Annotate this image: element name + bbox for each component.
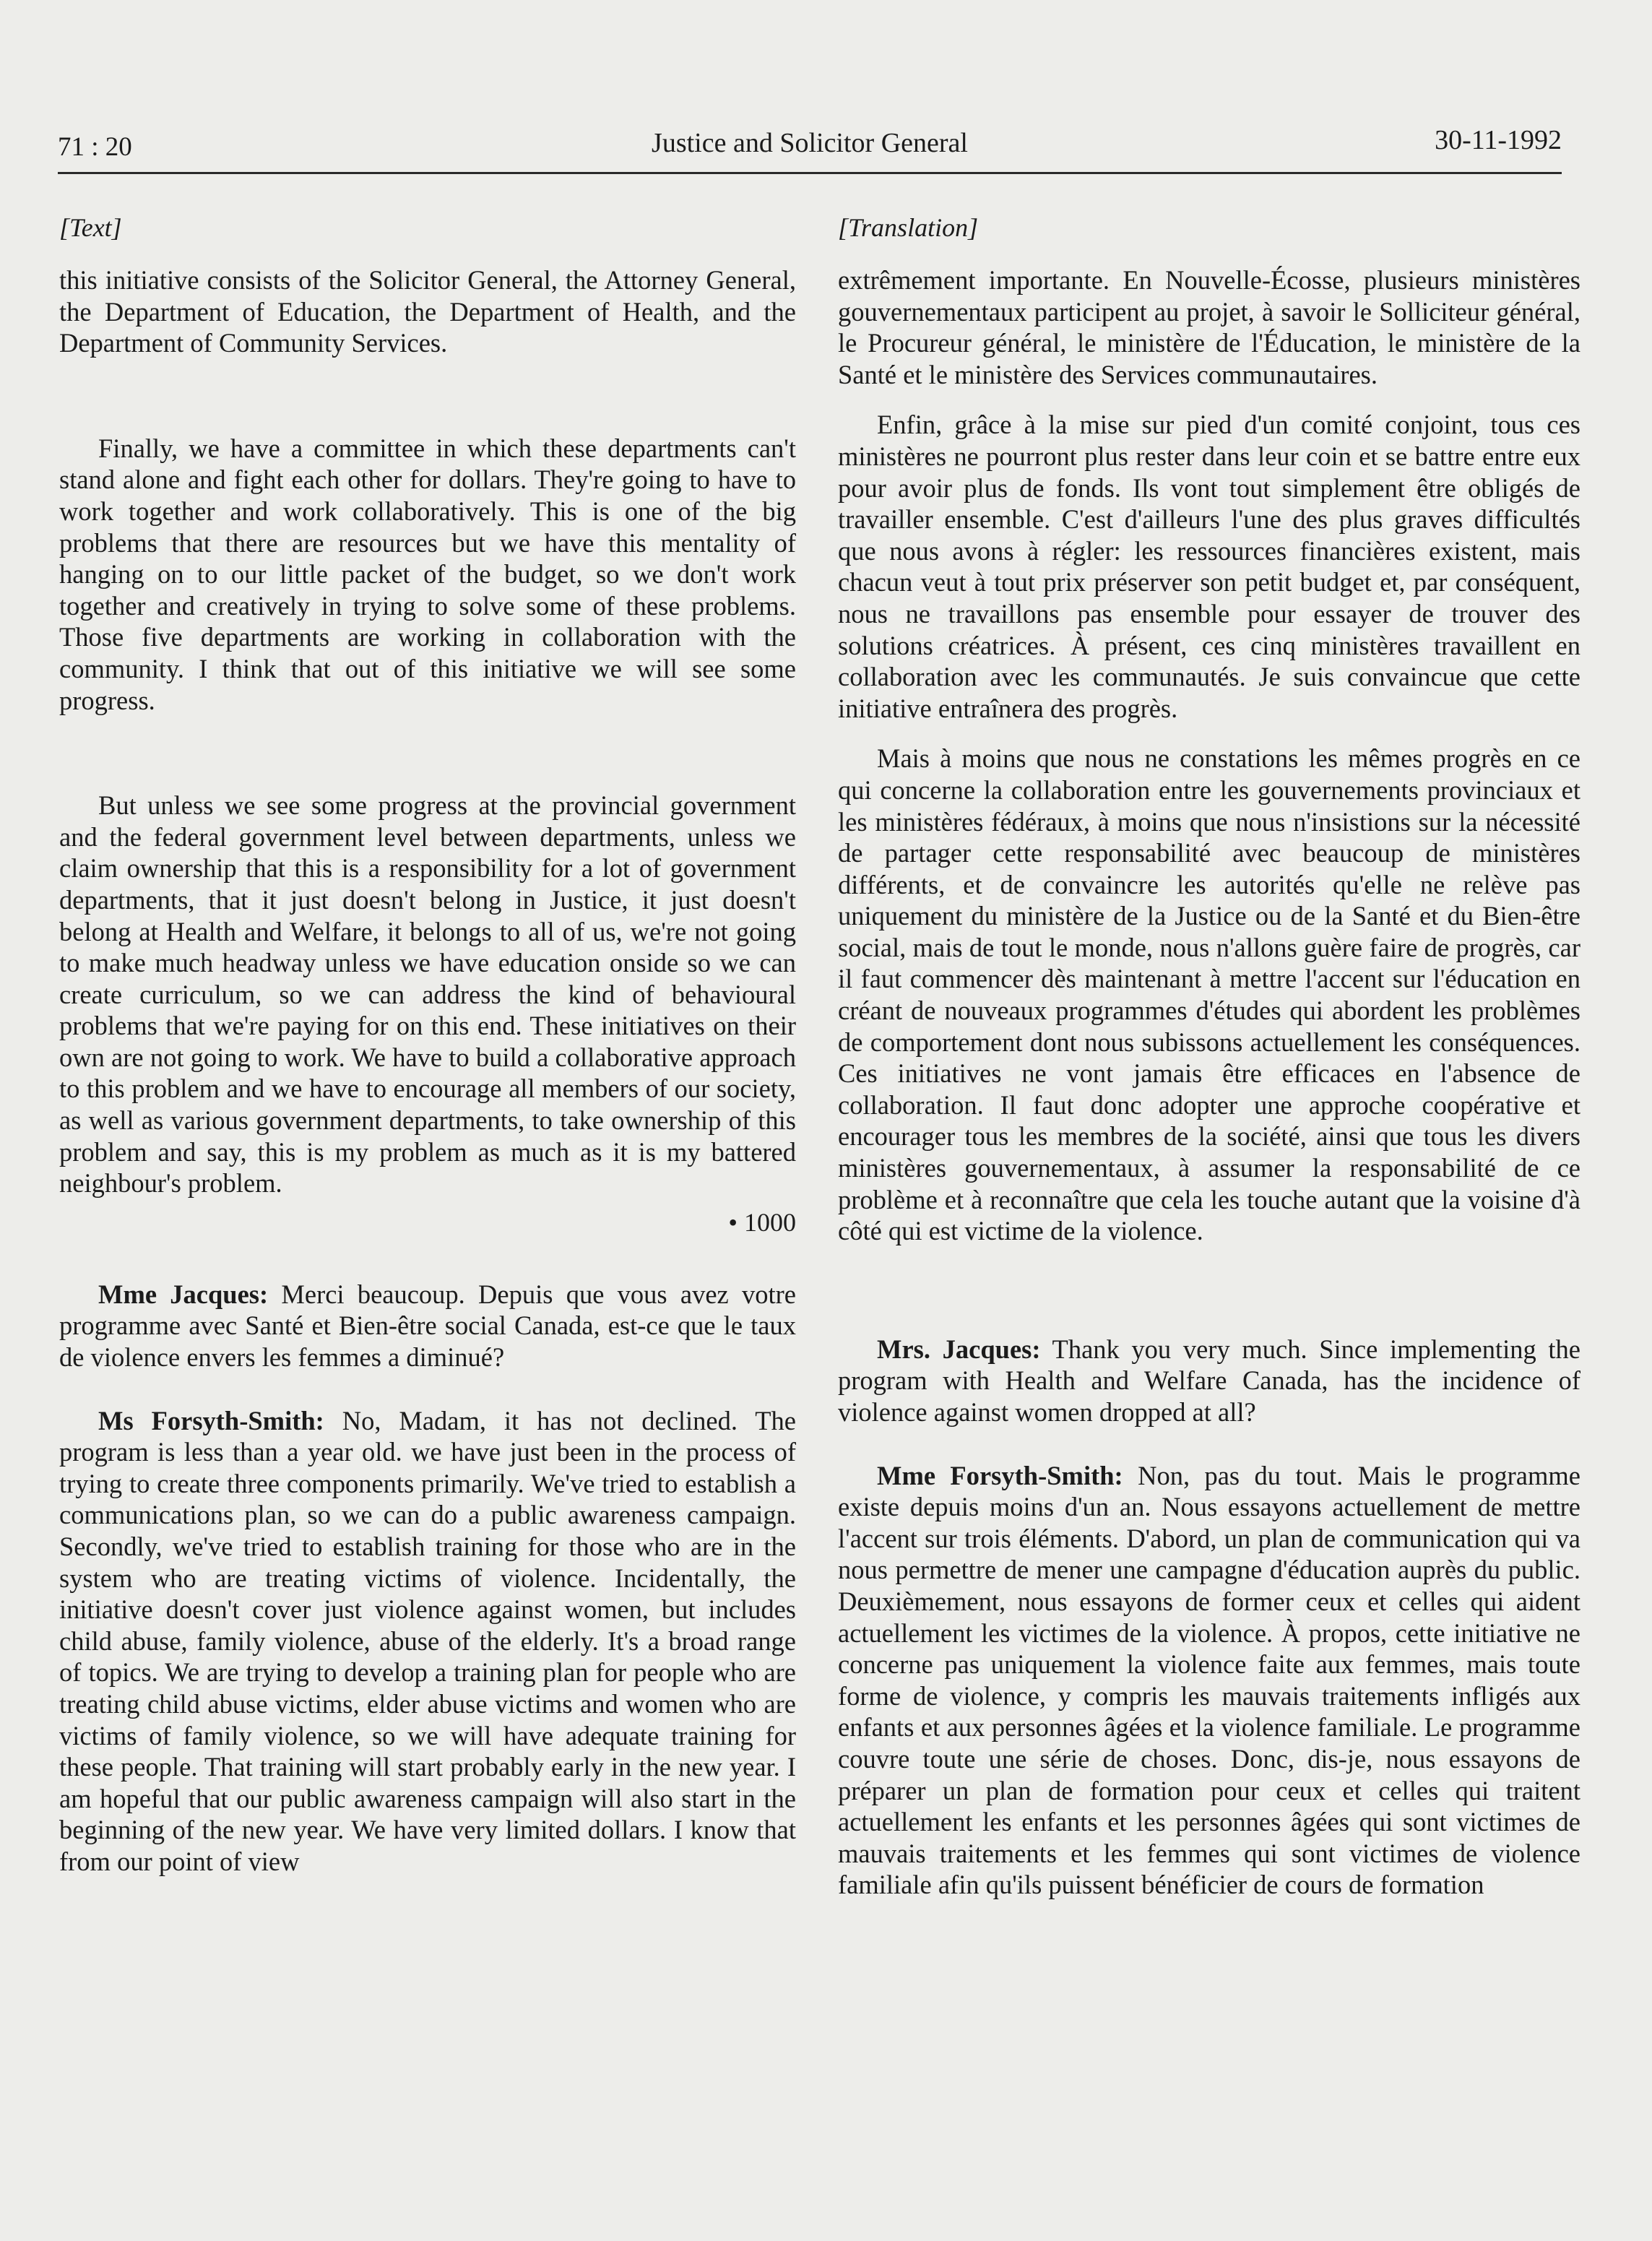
speech-text: No, Madam, it has not declined. The program is less than a year old. we have just been in the process of trying to create three components primarily. We've tried to establish a communications plan, so we can do a public awareness campaign. Secondly, we've tried to establish training for those who are in the system who are treating victims of violence. Incidentally, the initiative doesn't cover just violence against women, but includes child abuse, family violence, abuse of the elderly. It's a broad range of topics. We are trying to develop a training plan for people who are treating child abuse victims, elder abuse victims and women who are victims of family violence, so we will have adequate training for these people. That training will start probably early in the new year. I am hopeful that our public awareness campaign will also start in the beginning of the new year. We have very limited dollars. I know that from our point of view [59,1405,797,1876]
page-header [58,124,1562,170]
paragraph: extrêmement importante. En Nouvelle-Écosse, plusieurs ministères gouvernementaux participent au projet, à savoir le Solliciteur général, le Procureur général, le ministère de l'Éducation, le ministère de la Santé et le ministère des Services communautaires. [838,265,1580,389]
speech-paragraph [838,1334,1580,1428]
paragraph: But unless we see some progress at the provincial government and the federal government level between departments, unless we claim ownership that this is a responsibility for a lot of government departments, that it just doesn't belong in Justice, it just doesn't belong at Health and Welfare, it belongs to all of us, we're not going to make much headway unless we have education onside so we can create curriculum, so we can address the kind of behavioural problems that we're paying for on this end. These initiatives on their own are not going to work. We have to build a collaborative approach to this problem and we have to encourage all members of our society, as well as various government departments, to take ownership of this problem and say, this is my problem as much as it is my battered neighbour's problem. [59,790,796,1199]
speaker-name: Ms Forsyth-Smith: [98,1405,324,1435]
speech-text: Thank you very much. Since implementing the program with Health and Welfare Canada, has the incidence of violence against women dropped at all? [838,1334,1581,1427]
speech-paragraph [59,1405,796,1878]
speech-paragraph [59,1279,796,1373]
column-label: [Translation] [838,213,979,242]
page-title: Justice and Solicitor General [652,128,968,158]
column-label: [Text] [59,213,122,242]
time-marker: • 1000 [728,1207,796,1237]
speech-text: Merci beaucoup. Depuis que vous avez votre programme avec Santé et Bien-être social Canada, est-ce que le taux de violence envers les femmes a diminué? [59,1279,796,1373]
header-rule [58,172,1562,174]
french-column [838,210,1580,1901]
speaker-name: Mrs. Jacques: [877,1334,1041,1364]
english-column [59,210,796,1878]
speech-text: Non, pas du tout. Mais le programme existe depuis moins d'un an. Nous essayons actuellement de mettre l'accent sur trois éléments. D'abord, un plan de communication qui va nous permettre de mener une campagne d'éducation auprès du public. Deuxièmement, nous essayons de former ceux et celles qui aident actuellement les victimes de la violence. À propos, cette initiative ne concerne pas uniquement la violence faite aux femmes, mais toute forme de violence, y compris les mauvais traitements infligés aux enfants et aux personnes âgées et la violence familiale. Le programme couvre toute une série de choses. Donc, dis-je, nous essayons de préparer un plan de formation pour ceux et celles qui traitent actuellement les enfants et les personnes âgées qui sont victimes de mauvais traitements et les femmes qui sont victimes de violence familiale afin qu'ils puissent bénéficier de cours de formation [838,1460,1580,1900]
speaker-name: Mme Jacques: [98,1279,269,1309]
paragraph: Mais à moins que nous ne constations les mêmes progrès en ce qui concerne la collaboration entre les gouvernements provinciaux et les ministères fédéraux, à moins que nous n'insistions sur la nécessité de partager cette responsabilité avec beaucoup de ministères différents, et de convaincre les autorités qu'elle ne relève pas uniquement du ministère de la Justice ou de la Santé et du Bien-être social, mais de tout le monde, nous n'allons guère faire de progrès, car il faut commencer dès maintenant à mettre l'accent sur l'éducation en créant de nouveaux programmes d'études qui abordent les problèmes de comportement dont nous subissons actuellement les conséquences. Ces initiatives ne vont jamais être efficaces en l'absence de collaboration. Il faut donc adopter une approche coopérative et encourager tous les membres de la société, ainsi que tous les divers ministères gouvernementaux, à assumer la responsabilité de ce problème et à reconnaître que cela les touche autant que la voisine d'à côté qui est victime de la violence. [838,743,1580,1246]
paragraph: Finally, we have a committee in which these departments can't stand alone and fight each other for dollars. They're going to have to work together and work collaboratively. This is one of the big problems that there are resources but we have this mentality of hanging on to our little packet of the budget, so we don't work together and creatively in trying to solve some of these problems. Those five departments are working in collaboration with the community. I think that out of this initiative we will see some progress. [59,433,796,715]
paragraph: Enfin, grâce à la mise sur pied d'un comité conjoint, tous ces ministères ne pourront plus rester dans leur coin et se battre entre eux pour avoir plus de fonds. Ils vont tout simplement être obligés de travailler ensemble. C'est d'ailleurs l'une des plus graves difficultés que nous avons à régler: les ressources financières existent, mais chacun veut à tout prix préserver son petit budget et, par conséquent, nous ne travaillons pas ensemble pour essayer de trouver des solutions créatrices. À présent, ces cinq ministères travaillent en collaboration avec les communautés. Je suis convaincue que cette initiative entraînera des progrès. [838,410,1580,723]
speech-paragraph [838,1460,1580,1901]
page-number: 71 : 20 [58,132,132,162]
speaker-name: Mme Forsyth-Smith: [877,1460,1123,1490]
page-date: 30-11-1992 [1435,125,1562,155]
paragraph: this initiative consists of the Solicitor General, the Attorney General, the Department of Education, the Department of Health, and the Department of Community Services. [59,265,796,358]
